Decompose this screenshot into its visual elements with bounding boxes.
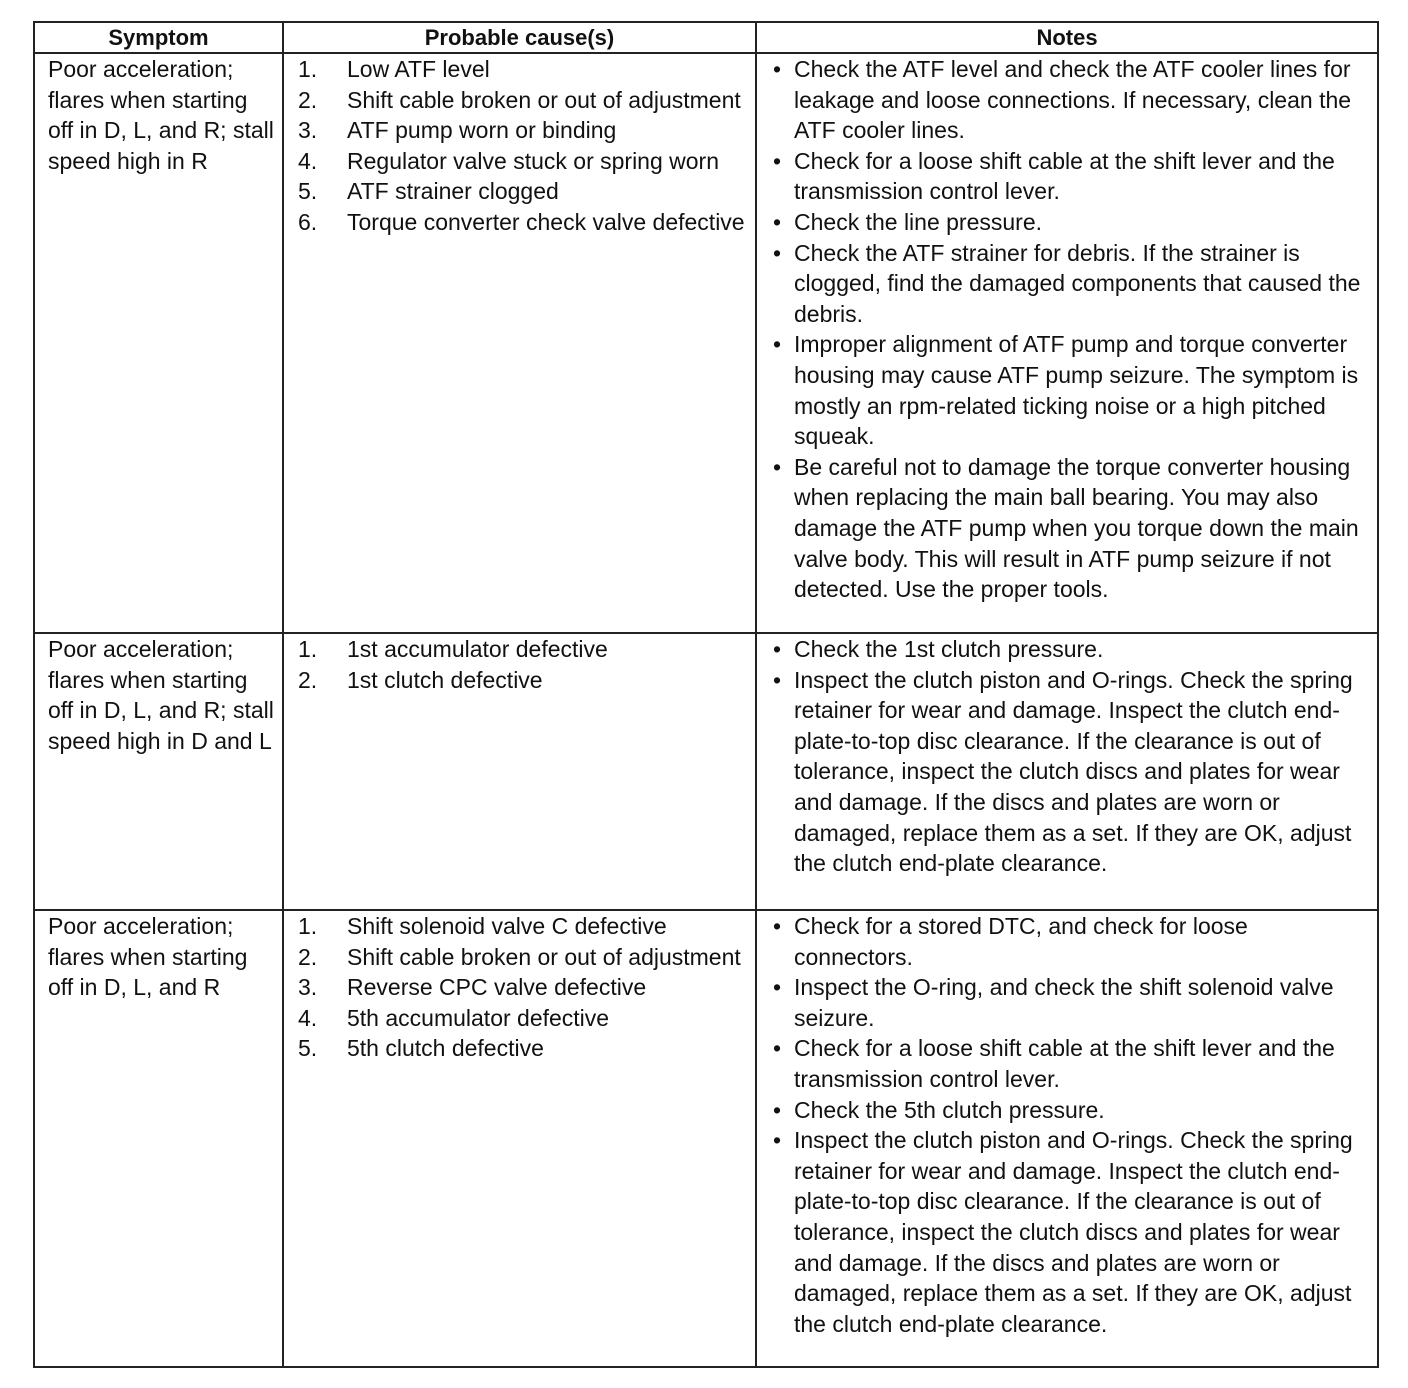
- header-row: [34, 22, 1378, 53]
- note-text: Be careful not to damage the torque converter housing when replacing the main ball bearing. You may also damage the ATF pump when you torque down the main valve body. This will result in ATF pump seizure if not detected. Use the proper tools.: [794, 453, 1359, 603]
- symptom-cell: [34, 53, 283, 633]
- cause-text: 5th accumulator defective: [347, 1004, 610, 1031]
- cause-item: [298, 634, 749, 665]
- cause-list: [284, 634, 755, 695]
- header-symptom: Symptom: [34, 22, 283, 53]
- notes-cell: [756, 53, 1378, 633]
- cause-number: 2.: [298, 666, 318, 693]
- cause-text: ATF strainer clogged: [347, 178, 559, 205]
- bullet-icon: •: [773, 1127, 782, 1154]
- cause-text: Shift cable broken or out of adjustment: [347, 943, 741, 970]
- note-item: [773, 329, 1371, 451]
- cause-text: 1st clutch defective: [347, 666, 543, 693]
- cause-item: [298, 85, 749, 116]
- note-text: Check the 5th clutch pressure.: [794, 1096, 1105, 1123]
- symptom-cell: [34, 910, 283, 1367]
- header-probable-causes: Probable cause(s): [283, 22, 756, 53]
- note-item: [773, 452, 1371, 605]
- cause-number: 1.: [298, 636, 318, 662]
- note-item: [773, 207, 1371, 238]
- bullet-icon: •: [773, 636, 782, 662]
- note-text: Improper alignment of ATF pump and torque converter housing may cause ATF pump seizure. The symptom is mostly an rpm-related ticking noise or a high pitched squeak.: [794, 331, 1359, 450]
- causes-cell: [283, 910, 756, 1367]
- note-item: [773, 1095, 1371, 1126]
- cause-text: Low ATF level: [347, 56, 490, 82]
- cause-item: [298, 911, 749, 942]
- note-item: [773, 972, 1371, 1033]
- cause-number: 3.: [298, 974, 318, 1001]
- cause-text: 5th clutch defective: [347, 1035, 544, 1062]
- cause-item: [298, 207, 749, 238]
- note-text: Inspect the clutch piston and O-rings. Check the spring retainer for wear and damage. Inspect the clutch end-plate-to-top disc clearance. If the clearance is out of tolerance, inspect the clutch discs and plates for wear and damage. If the discs and plates are worn or damaged, replace them as a set. If they are OK, adjust the clutch end-plate clearance.: [794, 1127, 1353, 1337]
- cause-number: 4.: [298, 147, 318, 174]
- table-row: [34, 910, 1378, 1367]
- cause-number: 3.: [298, 117, 318, 144]
- cause-text: Regulator valve stuck or spring worn: [347, 147, 719, 174]
- note-item: [773, 1033, 1371, 1094]
- bullet-icon: •: [773, 1035, 782, 1062]
- table-row: [34, 53, 1378, 633]
- cause-text: Shift cable broken or out of adjustment: [347, 86, 741, 113]
- note-item: [773, 238, 1371, 330]
- cause-item: [298, 972, 749, 1003]
- cause-item: [298, 115, 749, 146]
- bullet-icon: •: [773, 147, 782, 174]
- table-body: [34, 53, 1378, 1367]
- note-text: Check for a stored DTC, and check for loose connectors.: [794, 913, 1248, 970]
- cause-text: 1st accumulator defective: [347, 636, 608, 662]
- cause-item: [298, 942, 749, 973]
- note-item: [773, 665, 1371, 879]
- bullet-icon: •: [773, 56, 782, 82]
- notes-cell: [756, 910, 1378, 1367]
- cause-number: 2.: [298, 943, 318, 970]
- causes-cell: [283, 53, 756, 633]
- cause-item: [298, 665, 749, 696]
- bullet-icon: •: [773, 331, 782, 358]
- cause-number: 1.: [298, 913, 318, 939]
- header-notes: Notes: [756, 22, 1378, 53]
- bullet-icon: •: [773, 453, 782, 480]
- cause-number: 2.: [298, 86, 318, 113]
- cause-item: [298, 176, 749, 207]
- cause-item: [298, 54, 749, 85]
- symptom-text: Poor acceleration; flares when starting off in D, L, and R; stall speed high in D and L: [48, 636, 274, 754]
- cause-number: 5.: [298, 178, 318, 205]
- table-header: [34, 22, 1378, 53]
- bullet-icon: •: [773, 1096, 782, 1123]
- note-text: Check the line pressure.: [794, 208, 1043, 235]
- cause-item: [298, 1033, 749, 1064]
- note-text: Inspect the O-ring, and check the shift solenoid valve seizure.: [794, 974, 1334, 1031]
- cause-text: ATF pump worn or binding: [347, 117, 617, 144]
- bullet-icon: •: [773, 239, 782, 266]
- table-row: [34, 633, 1378, 910]
- cause-number: 6.: [298, 208, 318, 235]
- note-text: Inspect the clutch piston and O-rings. Check the spring retainer for wear and damage. Inspect the clutch end-plate-to-top disc clearance. If the clearance is out of tolerance, inspect the clutch discs and plates for wear and damage. If the discs and plates are worn or damaged, replace them as a set. If they are OK, adjust the clutch end-plate clearance.: [794, 666, 1353, 877]
- cause-text: Torque converter check valve defective: [347, 208, 745, 235]
- notes-cell: [756, 633, 1378, 910]
- note-list: [757, 634, 1377, 879]
- bullet-icon: •: [773, 913, 782, 939]
- cause-text: Shift solenoid valve C defective: [347, 913, 667, 939]
- note-item: [773, 1125, 1371, 1339]
- cause-number: 1.: [298, 56, 318, 82]
- note-text: Check the ATF strainer for debris. If the strainer is clogged, find the damaged components that caused the debris.: [794, 239, 1361, 327]
- symptom-text: Poor acceleration; flares when starting off in D, L, and R; stall speed high in R: [48, 56, 274, 174]
- cause-number: 5.: [298, 1035, 318, 1062]
- symptom-cell: [34, 633, 283, 910]
- causes-cell: [283, 633, 756, 910]
- note-text: Check the ATF level and check the ATF cooler lines for leakage and loose connections. If necessary, clean the ATF cooler lines.: [794, 56, 1352, 144]
- bullet-icon: •: [773, 666, 782, 693]
- cause-item: [298, 1003, 749, 1034]
- cause-item: [298, 146, 749, 177]
- note-text: Check for a loose shift cable at the shift lever and the transmission control lever.: [794, 147, 1335, 205]
- note-list: [757, 54, 1377, 605]
- cause-list: [284, 54, 755, 238]
- bullet-icon: •: [773, 208, 782, 235]
- note-item: [773, 634, 1371, 665]
- troubleshooting-table: [33, 21, 1379, 1368]
- cause-text: Reverse CPC valve defective: [347, 974, 647, 1001]
- symptom-text: Poor acceleration; flares when starting off in D, L, and R: [48, 913, 248, 1001]
- note-item: [773, 146, 1371, 207]
- note-item: [773, 54, 1371, 146]
- cause-list: [284, 911, 755, 1064]
- cause-number: 4.: [298, 1004, 318, 1031]
- note-item: [773, 911, 1371, 972]
- note-text: Check the 1st clutch pressure.: [794, 636, 1104, 662]
- note-list: [757, 911, 1377, 1339]
- bullet-icon: •: [773, 974, 782, 1001]
- note-text: Check for a loose shift cable at the shift lever and the transmission control lever.: [794, 1035, 1335, 1092]
